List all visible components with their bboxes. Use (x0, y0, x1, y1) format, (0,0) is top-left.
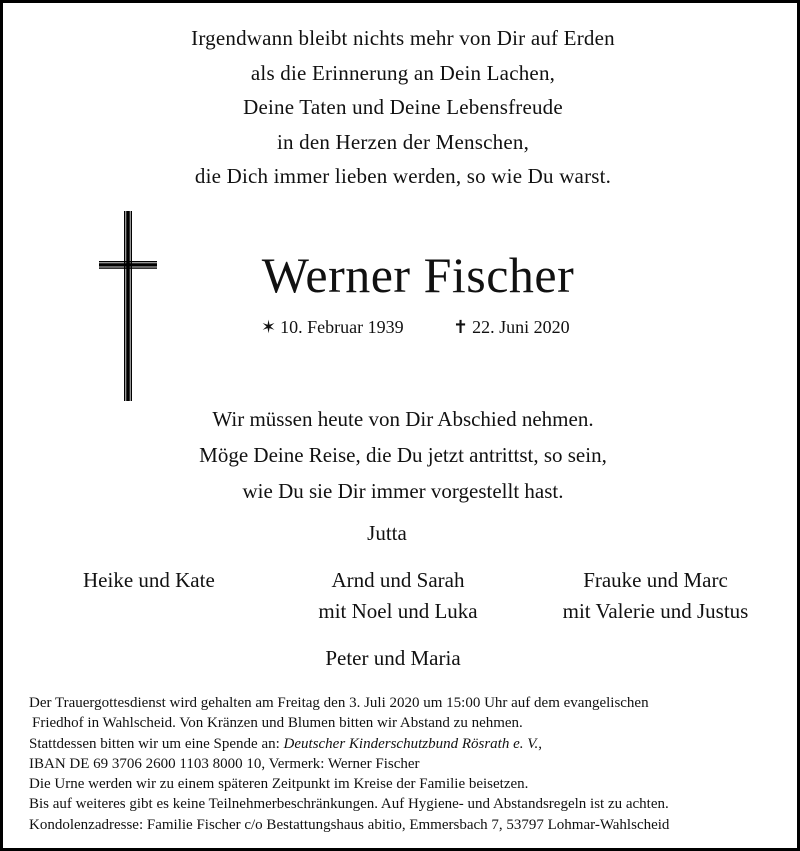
poem-line: Möge Deine Reise, die Du jetzt antrittst, so sein, (199, 443, 607, 467)
family-line: Arnd und Sarah (331, 568, 465, 592)
family-group-2 (283, 565, 513, 627)
birth-star-icon: ✶ (261, 317, 277, 337)
family-group-1 (83, 565, 263, 596)
opening-poem (3, 21, 800, 194)
family-line: Frauke und Marc (583, 568, 728, 592)
death-date (453, 315, 570, 339)
family-member-jutta: Jutta (367, 521, 407, 545)
family-line: Heike und Kate (83, 568, 215, 592)
death-cross-icon: ✝ (453, 317, 469, 337)
donation-organization: Deutscher Kinderschutzbund Rösrath e. V. (283, 735, 539, 752)
donation-suffix: , (538, 735, 542, 752)
poem-line: Wir müssen heute von Dir Abschied nehmen. (212, 407, 594, 431)
family-group-3 (528, 565, 783, 627)
poem-line: in den Herzen der Menschen, (276, 129, 530, 154)
family-line: mit Valerie und Justus (562, 599, 749, 623)
cross-icon (99, 211, 157, 401)
poem-line: die Dich immer lieben werden, so wie Du warst. (194, 164, 612, 188)
notice-line-iban: IBAN DE 69 3706 2600 1103 8000 10, Vermerk: Werner Fischer (29, 755, 420, 772)
family-member-peter: Peter und Maria (325, 646, 461, 670)
birth-date-text: 10. Februar 1939 (280, 317, 404, 337)
farewell-poem (3, 401, 800, 509)
family-line: mit Noel und Luka (318, 599, 478, 623)
deceased-name: Werner Fischer (261, 247, 575, 303)
notice-line: Die Urne werden wir zu einem späteren Zeitpunkt im Kreise der Familie beisetzen. (29, 776, 529, 793)
notice-line: Der Trauergottesdienst wird gehalten am Freitag den 3. Juli 2020 um 15:00 Uhr auf dem evangelischen (29, 695, 649, 711)
poem-line: Deine Taten und Deine Lebensfreude (243, 95, 563, 119)
death-date-text: 22. Juni 2020 (472, 317, 570, 337)
poem-line: wie Du sie Dir immer vorgestellt hast. (242, 479, 564, 503)
notice-line-condolence-address: Kondolenzadresse: Familie Fischer c/o Bestattungshaus abitio, Emmersbach 7, 53797 Lohmar-Wahlscheid (29, 816, 670, 833)
notice-line: Bis auf weiteres gibt es keine Teilnehmerbeschränkungen. Auf Hygiene- und Abstandsregeln ist zu achten. (29, 796, 669, 813)
notice-line-donation (29, 734, 789, 754)
poem-line: Irgendwann bleibt nichts mehr von Dir auf Erden (191, 26, 615, 50)
funeral-notice (29, 693, 789, 835)
notice-line: Friedhof in Wahlscheid. Von Kränzen und Blumen bitten wir Abstand zu nehmen. (32, 715, 523, 732)
birth-date (261, 315, 404, 339)
poem-line: als die Erinnerung an Dein Lachen, (250, 60, 556, 85)
donation-prefix: Stattdessen bitten wir um eine Spende an: (29, 735, 284, 752)
